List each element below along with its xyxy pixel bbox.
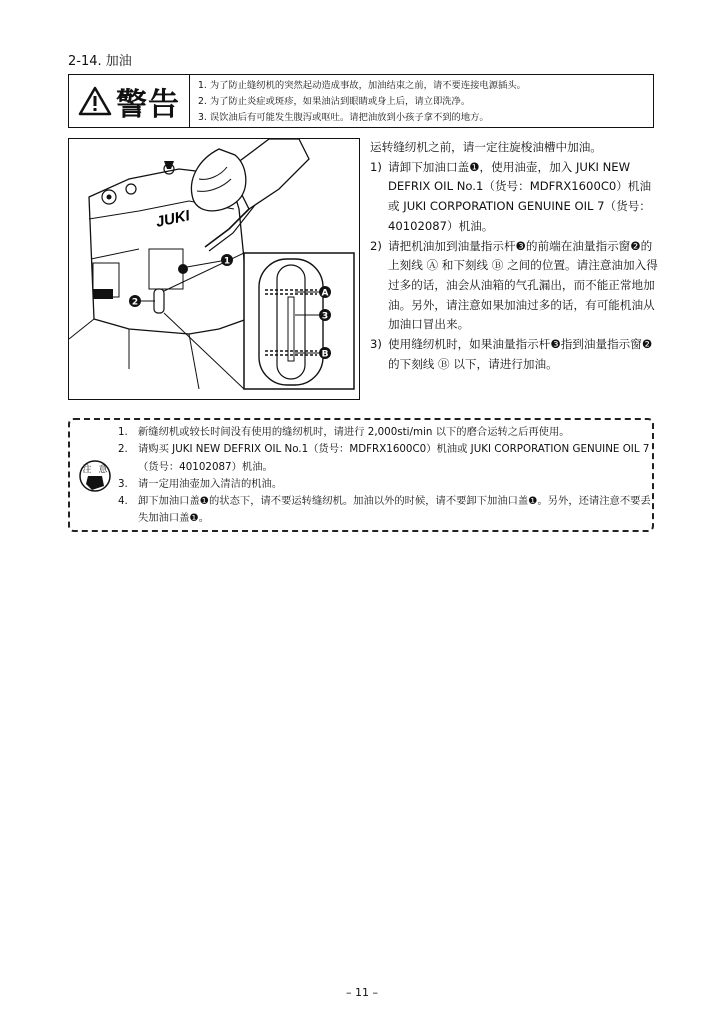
oiling-figure bbox=[68, 138, 360, 400]
warning-box bbox=[68, 74, 654, 128]
instructions bbox=[370, 138, 660, 374]
caution-icon bbox=[78, 456, 112, 496]
instructions-intro: 运转缝纫机之前，请一定往旋梭油槽中加油。 bbox=[370, 140, 602, 154]
step-number: 1) bbox=[370, 159, 382, 174]
caution-box bbox=[68, 418, 654, 532]
caution-item: 3. 请一定用油壶加入清洁的机油。 bbox=[118, 477, 283, 490]
step-text: 请把机油加到油量指示杆❸的前端在油量指示窗❷的上刻线 Ⓐ 和下刻线 Ⓑ 之间的位置。请注意油加入得过多的话，油会从油箱的气孔漏出，而不能正常地加油。另外，请注意如果加油过多的话，有可能机油从加油口冒出来。 bbox=[388, 238, 658, 332]
warning-item: 2. 为了防止炎症或斑疹，如果油沾到眼睛或身上后，请立即洗净。 bbox=[198, 96, 471, 107]
instruction-step bbox=[370, 335, 660, 374]
warning-item: 3. 误饮油后有可能发生腹泻或呕吐。请把油放到小孩子拿不到的地方。 bbox=[198, 112, 489, 123]
caution-item: 2. 请购买 JUKI NEW DEFRIX OIL No.1（货号：MDFRX1600C0）机油或 JUKI CORPORATION GENUINE OIL 7（货号：40102087）机油。 bbox=[118, 443, 650, 473]
caution-list bbox=[118, 424, 654, 528]
svg-text:B: B bbox=[321, 349, 329, 360]
svg-text:3: 3 bbox=[321, 311, 329, 322]
warning-triangle-icon bbox=[78, 86, 112, 116]
warning-label: 警告 bbox=[116, 86, 180, 123]
step-text: 使用缝纫机时，如果油量指示杆❸指到油量指示窗❷的下刻线 Ⓑ 以下，请进行加油。 bbox=[388, 337, 653, 371]
warning-list bbox=[190, 75, 526, 127]
step-number: 3) bbox=[370, 337, 382, 352]
svg-text:注: 注 bbox=[82, 465, 92, 475]
svg-text:意: 意 bbox=[98, 465, 108, 475]
svg-text:A: A bbox=[321, 288, 329, 299]
step-text: 请卸下加油口盖❶，使用油壶，加入 JUKI NEW DEFRIX OIL No.1（货号：MDFRX1600C0）机油或 JUKI CORPORATION GENUINE OIL 7（货号：40102087）机油。 bbox=[388, 159, 652, 233]
page-number: – 11 – bbox=[346, 986, 378, 999]
instruction-step bbox=[370, 237, 660, 336]
caution-item: 4. 卸下加油口盖❶的状态下，请不要运转缝纫机。加油以外的时候，请不要卸下加油口盖❶。另外，还请注意不要丢失加油口盖❶。 bbox=[118, 495, 651, 525]
warning-header bbox=[69, 75, 190, 127]
warning-item: 1. 为了防止缝纫机的突然起动造成事故，加油结束之前，请不要连接电源插头。 bbox=[198, 80, 526, 91]
callout-2 bbox=[129, 295, 141, 308]
svg-text:1: 1 bbox=[223, 256, 231, 267]
oiling-illustration bbox=[69, 139, 359, 399]
instruction-step bbox=[370, 158, 660, 237]
caution-item: 1. 新缝纫机或较长时间没有使用的缝纫机时，请进行 2,000sti/min 以下的磨合运转之后再使用。 bbox=[118, 426, 570, 438]
step-number: 2) bbox=[370, 238, 382, 253]
brand-logo: JUKI bbox=[154, 207, 192, 231]
callout-1 bbox=[221, 254, 233, 267]
section-title: 2-14. 加油 bbox=[68, 54, 132, 69]
svg-text:2: 2 bbox=[131, 297, 139, 308]
